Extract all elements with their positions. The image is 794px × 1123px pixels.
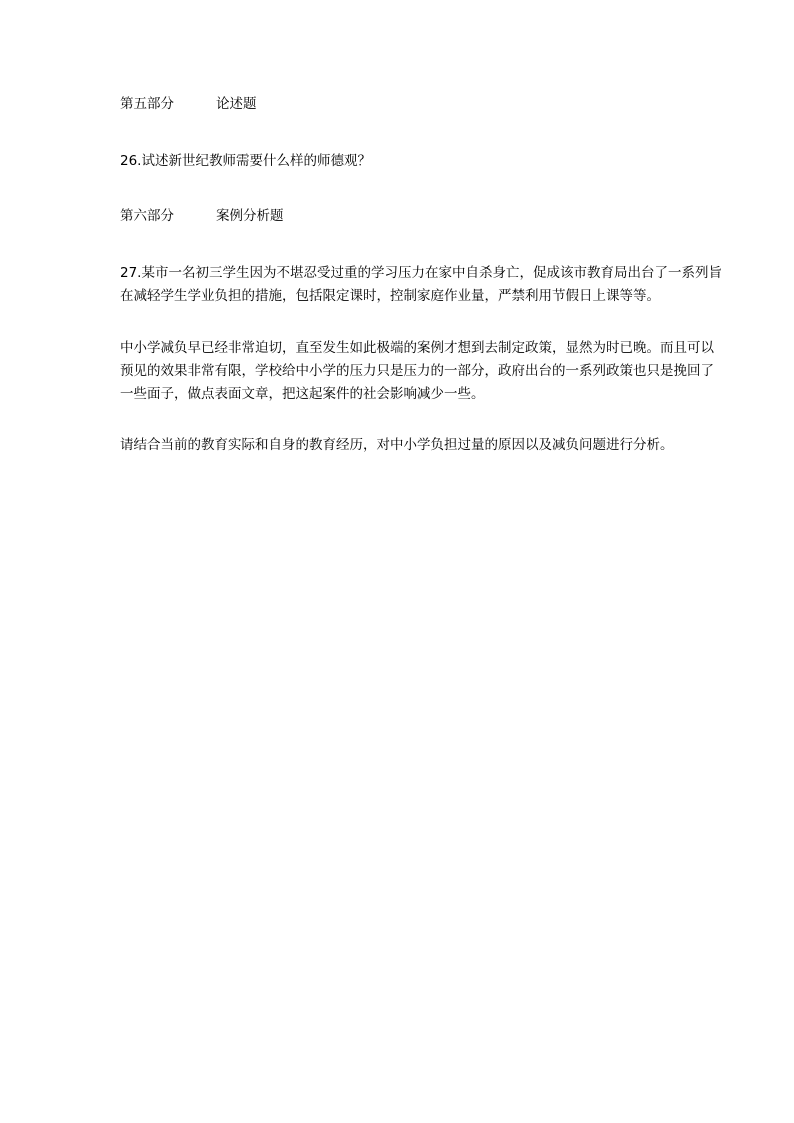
analysis-task: 请结合当前的教育实际和自身的教育经历，对中小学负担过量的原因以及减负问题进行分析。 [120, 437, 674, 453]
case-commentary [120, 337, 714, 406]
question-27-line-2: 在减轻学生学业负担的措施，包括限定课时，控制家庭作业量，严禁利用节假日上课等等。 [120, 288, 660, 304]
question-27-case [120, 262, 722, 308]
section-six-part: 第六部分 [120, 208, 174, 224]
section-five-heading [120, 98, 680, 112]
question-27-line-1: 27.某市一名初三学生因为不堪忍受过重的学习压力在家中自杀身亡，促成该市教育局出台了一系列旨 [120, 265, 722, 281]
commentary-line-3: 一些面子，做点表面文章，把这起案件的社会影响减少一些。 [120, 386, 485, 402]
commentary-line-2: 预见的效果非常有限，学校给中小学的压力只是压力的一部分，政府出台的一系列政策也只是挽回了 [120, 363, 714, 379]
section-five-part: 第五部分 [120, 96, 174, 112]
section-six-heading [120, 210, 680, 224]
commentary-line-1: 中小学减负早已经非常迫切，直至发生如此极端的案例才想到去制定政策，显然为时已晚。而且可以 [120, 340, 714, 356]
question-26: 26.试述新世纪教师需要什么样的师德观？ [120, 153, 371, 169]
section-six-title: 案例分析题 [216, 208, 284, 224]
section-five-title: 论述题 [216, 96, 257, 112]
